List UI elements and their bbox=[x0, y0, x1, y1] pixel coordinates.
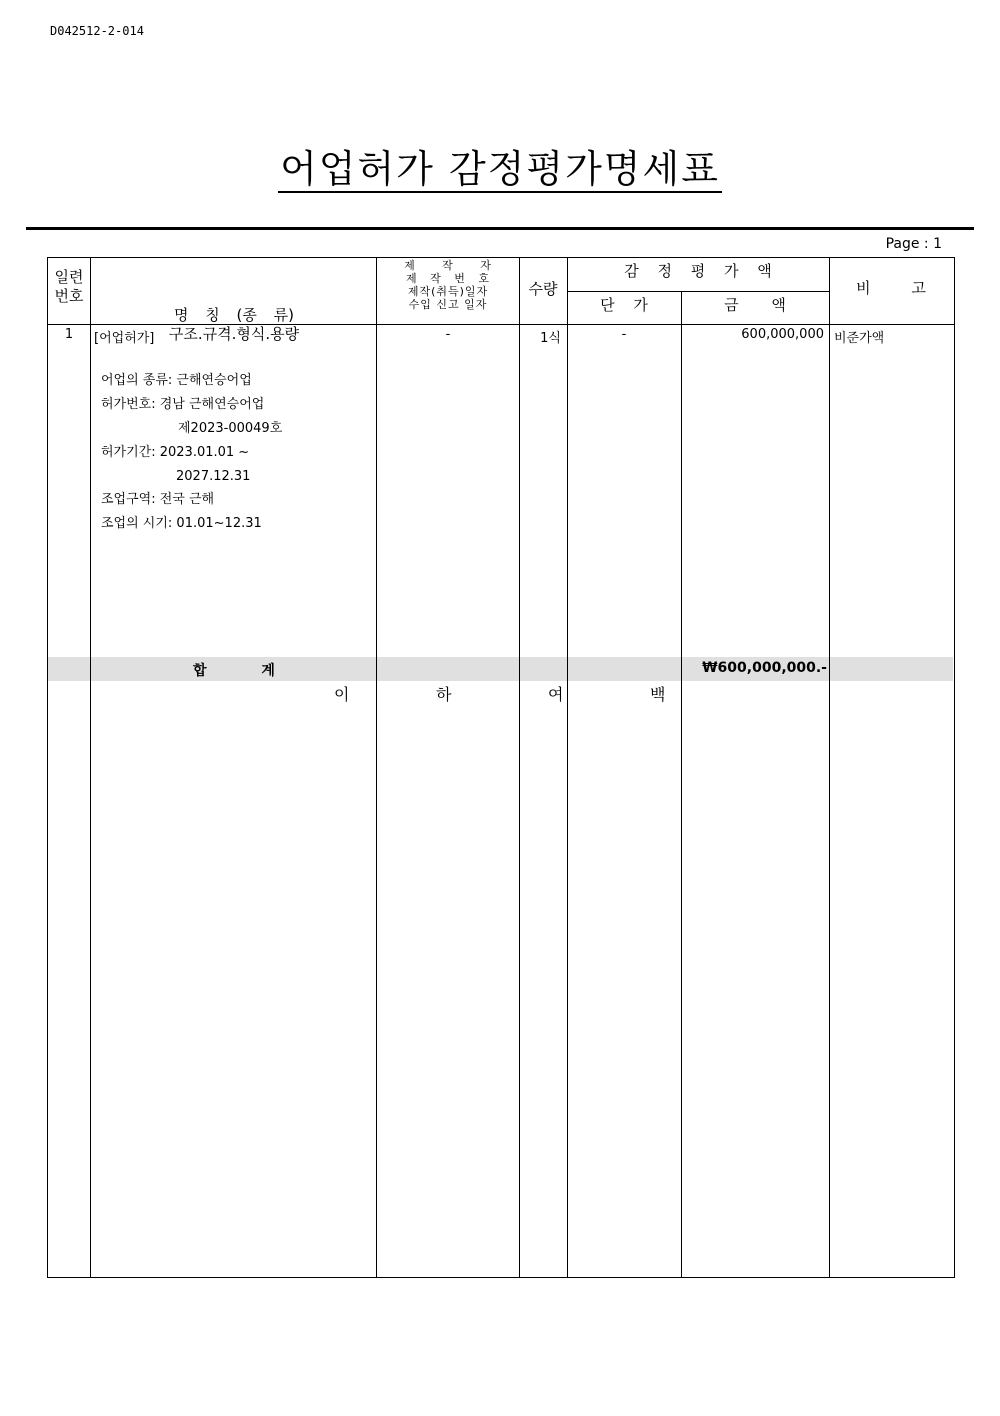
row-maker: - bbox=[445, 327, 451, 342]
title-divider bbox=[26, 227, 974, 230]
header-maker: 제 작 자 제 작 번 호 제작(취득)일자 수입 신고 일자 bbox=[404, 259, 492, 311]
detail-operating-area: 조업구역: 전국 근해 bbox=[101, 492, 215, 507]
header-name: 명 칭 (종 류) 구조.규격.형식.용량 bbox=[168, 306, 300, 343]
header-quantity: 수량 bbox=[528, 280, 558, 298]
col-divider bbox=[567, 258, 568, 1277]
header-valuation: 감 정 평 가 액 bbox=[624, 262, 772, 280]
detail-permit-period: 허가기간: 2023.01.01 ~ bbox=[101, 445, 250, 460]
blank-below-char: 하 bbox=[436, 685, 452, 704]
blank-below-char: 여 bbox=[548, 685, 564, 704]
blank-below-char: 이 bbox=[334, 685, 350, 704]
header-serial: 일련 번호 bbox=[54, 268, 84, 305]
header-unit-price: 단 가 bbox=[600, 296, 648, 314]
detail-permit-number: 허가번호: 경남 근해연승어업 bbox=[101, 397, 265, 412]
row-item-name: [어업허가] bbox=[94, 331, 155, 346]
page-title: 어업허가 감정평가명세표 bbox=[280, 147, 720, 191]
col-divider bbox=[90, 258, 91, 1277]
blank-below-char: 백 bbox=[650, 685, 666, 704]
document-id: D042512-2-014 bbox=[50, 24, 144, 38]
col-divider bbox=[519, 258, 520, 1277]
header-remarks: 비 고 bbox=[856, 279, 926, 297]
header-amount: 금 액 bbox=[724, 296, 786, 314]
col-divider bbox=[376, 258, 377, 1277]
row-unit-price: - bbox=[621, 327, 627, 342]
col-divider bbox=[829, 258, 830, 1277]
detail-permit-number-cont: 제2023-00049호 bbox=[178, 421, 283, 436]
col-divider bbox=[681, 292, 682, 1277]
row-amount: 600,000,000 bbox=[741, 327, 824, 342]
valuation-sub-line bbox=[567, 291, 829, 292]
detail-permit-period-end: 2027.12.31 bbox=[176, 469, 251, 484]
detail-operating-season: 조업의 시기: 01.01~12.31 bbox=[101, 516, 262, 531]
total-label: 합 계 bbox=[193, 663, 275, 679]
row-quantity: 1식 bbox=[540, 331, 561, 346]
row-serial: 1 bbox=[64, 327, 74, 342]
total-amount: ₩600,000,000.- bbox=[702, 660, 827, 676]
page-number: Page : 1 bbox=[885, 236, 942, 252]
row-remarks: 비준가액 bbox=[834, 331, 885, 346]
detail-fishery-type: 어업의 종류: 근해연승어업 bbox=[101, 373, 252, 388]
